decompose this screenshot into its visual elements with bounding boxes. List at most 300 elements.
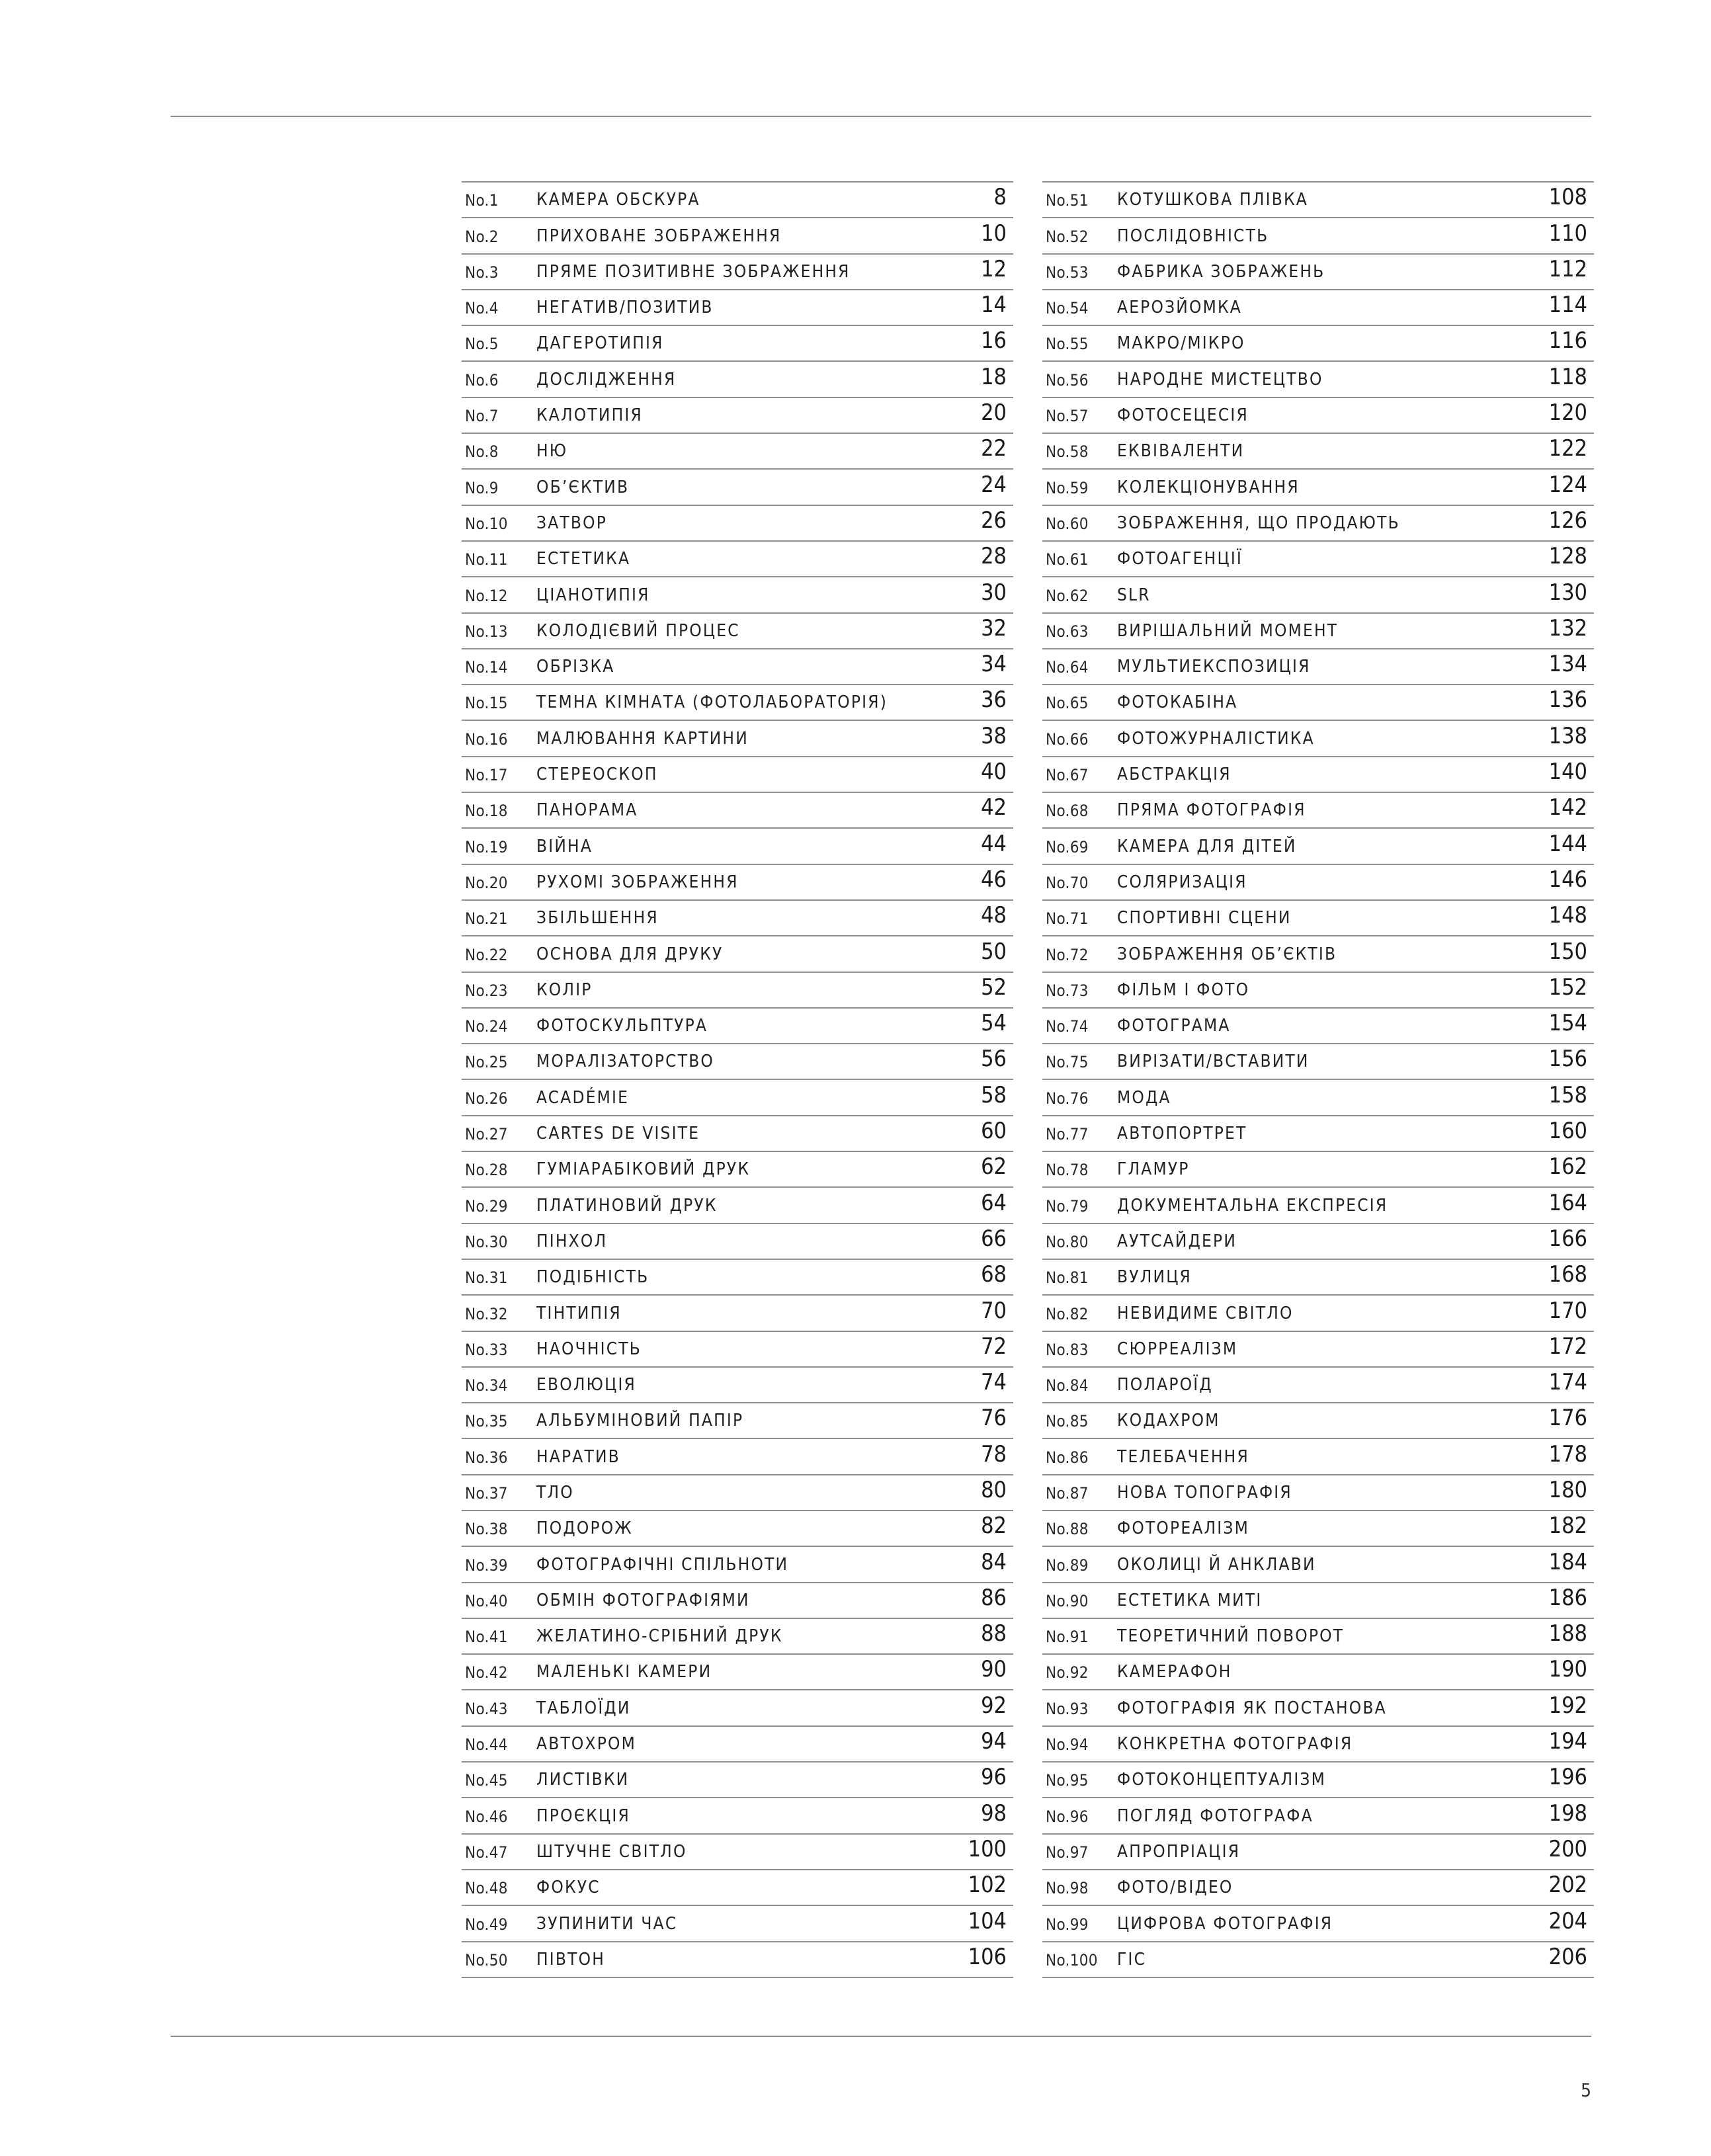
entry-page-number: 190 bbox=[1548, 1656, 1587, 1683]
entry-title: МУЛЬТИЕКСПОЗИЦІЯ bbox=[1117, 657, 1311, 677]
entry-page-number: 74 bbox=[981, 1369, 1007, 1396]
toc-entry bbox=[1042, 290, 1594, 326]
entry-page-number: 162 bbox=[1548, 1153, 1587, 1181]
entry-page-number: 180 bbox=[1548, 1476, 1587, 1503]
entry-page-number: 154 bbox=[1548, 1010, 1587, 1037]
entry-title: ЦИФРОВА ФОТОГРАФІЯ bbox=[1117, 1913, 1333, 1934]
entry-page-number: 14 bbox=[981, 292, 1007, 319]
entry-page-number: 182 bbox=[1548, 1513, 1587, 1540]
toc-entry bbox=[1042, 1619, 1594, 1655]
entry-page-number: 36 bbox=[981, 686, 1007, 714]
entry-number: No.63 bbox=[1046, 622, 1089, 641]
entry-number: No.53 bbox=[1046, 263, 1089, 282]
toc-entry bbox=[1042, 326, 1594, 362]
entry-page-number: 54 bbox=[981, 1010, 1007, 1037]
entry-number: No.52 bbox=[1046, 227, 1089, 246]
top-rule bbox=[171, 116, 1591, 117]
toc-entry bbox=[462, 793, 1013, 829]
entry-title: ПІНХОЛ bbox=[536, 1231, 608, 1251]
entry-number: No.16 bbox=[465, 729, 508, 749]
toc-entry bbox=[462, 973, 1013, 1009]
entry-page-number: 72 bbox=[981, 1333, 1007, 1360]
entry-title: ФОТОГРАМА bbox=[1117, 1016, 1231, 1036]
entry-page-number: 46 bbox=[981, 866, 1007, 893]
entry-number: No.80 bbox=[1046, 1232, 1089, 1251]
entry-page-number: 42 bbox=[981, 794, 1007, 821]
entry-number: No.99 bbox=[1046, 1915, 1089, 1934]
toc-entry bbox=[462, 1583, 1013, 1619]
entry-page-number: 68 bbox=[981, 1261, 1007, 1288]
toc-entry bbox=[462, 1547, 1013, 1583]
entry-page-number: 110 bbox=[1548, 220, 1587, 247]
entry-page-number: 100 bbox=[968, 1835, 1007, 1862]
entry-page-number: 126 bbox=[1548, 507, 1587, 534]
toc-entry bbox=[1042, 685, 1594, 721]
entry-title: ШТУЧНЕ СВІТЛО bbox=[536, 1841, 687, 1862]
entry-title: ФОТОКАБІНА bbox=[1117, 692, 1238, 713]
entry-title: МАКРО/МІКРО bbox=[1117, 333, 1245, 354]
toc-entry bbox=[1042, 1906, 1594, 1942]
toc-entry bbox=[462, 1906, 1013, 1942]
entry-page-number: 92 bbox=[981, 1692, 1007, 1719]
page-number: 5 bbox=[1581, 2079, 1592, 2101]
entry-number: No.31 bbox=[465, 1268, 508, 1288]
entry-page-number: 164 bbox=[1548, 1189, 1587, 1216]
toc-entry bbox=[462, 1798, 1013, 1834]
entry-number: No.9 bbox=[465, 478, 499, 497]
entry-page-number: 192 bbox=[1548, 1692, 1587, 1719]
toc-entry bbox=[462, 757, 1013, 793]
entry-number: No.15 bbox=[465, 694, 508, 713]
entry-number: No.39 bbox=[465, 1555, 508, 1575]
entry-page-number: 140 bbox=[1548, 759, 1587, 786]
entry-title: ПЛАТИНОВИЙ ДРУК bbox=[536, 1195, 718, 1216]
entry-page-number: 40 bbox=[981, 759, 1007, 786]
toc-entry bbox=[1042, 1332, 1594, 1368]
entry-number: No.67 bbox=[1046, 766, 1089, 785]
entry-page-number: 48 bbox=[981, 902, 1007, 929]
entry-page-number: 194 bbox=[1548, 1728, 1587, 1755]
entry-number: No.86 bbox=[1046, 1448, 1089, 1467]
entry-number: No.48 bbox=[465, 1879, 508, 1898]
entry-number: No.94 bbox=[1046, 1735, 1089, 1755]
entry-page-number: 148 bbox=[1548, 902, 1587, 929]
entry-title: ОБ’ЄКТИВ bbox=[536, 477, 630, 497]
entry-title: ЗОБРАЖЕННЯ, ЩО ПРОДАЮТЬ bbox=[1117, 513, 1400, 533]
toc-entry bbox=[462, 1332, 1013, 1368]
entry-number: No.41 bbox=[465, 1628, 508, 1647]
entry-title: КОНКРЕТНА ФОТОГРАФІЯ bbox=[1117, 1734, 1353, 1755]
toc-entry bbox=[1042, 398, 1594, 434]
entry-number: No.57 bbox=[1046, 407, 1089, 426]
entry-page-number: 8 bbox=[993, 184, 1007, 211]
entry-page-number: 170 bbox=[1548, 1297, 1587, 1324]
entry-page-number: 22 bbox=[981, 435, 1007, 462]
toc-entry bbox=[1042, 542, 1594, 577]
entry-title: ДОСЛІДЖЕННЯ bbox=[536, 369, 677, 390]
entry-number: No.87 bbox=[1046, 1483, 1089, 1503]
toc-entry bbox=[462, 829, 1013, 864]
entry-page-number: 80 bbox=[981, 1476, 1007, 1503]
entry-title: ФОТОЖУРНАЛІСТИКА bbox=[1117, 728, 1315, 749]
entry-title: ЗОБРАЖЕННЯ ОБ’ЄКТІВ bbox=[1117, 944, 1337, 964]
entry-page-number: 130 bbox=[1548, 579, 1587, 606]
entry-title: ФАБРИКА ЗОБРАЖЕНЬ bbox=[1117, 261, 1325, 282]
entry-page-number: 34 bbox=[981, 651, 1007, 678]
entry-title: КОЛЕКЦІОНУВАННЯ bbox=[1117, 477, 1300, 497]
toc-entry bbox=[1042, 865, 1594, 901]
entry-page-number: 82 bbox=[981, 1513, 1007, 1540]
entry-number: No.7 bbox=[465, 407, 499, 426]
entry-number: No.26 bbox=[465, 1089, 508, 1108]
entry-title: SLR bbox=[1117, 585, 1151, 605]
entry-number: No.89 bbox=[1046, 1555, 1089, 1575]
entry-title: КОДАХРОМ bbox=[1117, 1411, 1220, 1431]
toc-entry bbox=[462, 901, 1013, 936]
entry-title: ACADÉMIE bbox=[536, 1087, 630, 1108]
entry-title: РУХОМІ ЗОБРАЖЕННЯ bbox=[536, 872, 739, 892]
entry-title: ДОКУМЕНТАЛЬНА ЕКСПРЕСІЯ bbox=[1117, 1195, 1388, 1216]
entry-number: No.17 bbox=[465, 766, 508, 785]
entry-page-number: 178 bbox=[1548, 1440, 1587, 1468]
toc-entry bbox=[462, 470, 1013, 505]
toc-entry bbox=[1042, 1511, 1594, 1547]
entry-page-number: 62 bbox=[981, 1153, 1007, 1181]
toc-entry bbox=[1042, 1583, 1594, 1619]
entry-number: No.70 bbox=[1046, 873, 1089, 892]
entry-page-number: 70 bbox=[981, 1297, 1007, 1324]
entry-title: АЕРОЗЙОМКА bbox=[1117, 298, 1242, 318]
entry-number: No.74 bbox=[1046, 1017, 1089, 1036]
entry-number: No.1 bbox=[465, 191, 499, 210]
entry-number: No.79 bbox=[1046, 1196, 1089, 1216]
entry-number: No.30 bbox=[465, 1232, 508, 1251]
entry-title: ПОГЛЯД ФОТОГРАФА bbox=[1117, 1805, 1314, 1826]
entry-number: No.69 bbox=[1046, 837, 1089, 856]
entry-number: No.43 bbox=[465, 1699, 508, 1718]
toc-entry bbox=[462, 1009, 1013, 1044]
toc-entry bbox=[1042, 362, 1594, 397]
entry-number: No.83 bbox=[1046, 1340, 1089, 1359]
entry-title: ПОЛАРОЇД bbox=[1117, 1375, 1213, 1395]
entry-page-number: 122 bbox=[1548, 435, 1587, 462]
toc-entry bbox=[1042, 183, 1594, 218]
entry-number: No.35 bbox=[465, 1412, 508, 1431]
toc-entry bbox=[1042, 1942, 1594, 1978]
entry-page-number: 120 bbox=[1548, 399, 1587, 427]
entry-page-number: 50 bbox=[981, 938, 1007, 965]
entry-number: No.54 bbox=[1046, 299, 1089, 318]
entry-number: No.27 bbox=[465, 1125, 508, 1144]
entry-number: No.51 bbox=[1046, 191, 1089, 210]
entry-number: No.84 bbox=[1046, 1376, 1089, 1395]
toc-entry bbox=[1042, 1655, 1594, 1690]
entry-title: ТАБЛОЇДИ bbox=[536, 1698, 631, 1718]
toc-entry bbox=[462, 1152, 1013, 1188]
entry-title: НАРАТИВ bbox=[536, 1446, 620, 1467]
entry-page-number: 200 bbox=[1548, 1835, 1587, 1862]
entry-page-number: 86 bbox=[981, 1584, 1007, 1611]
entry-page-number: 66 bbox=[981, 1225, 1007, 1252]
toc-entry bbox=[1042, 1727, 1594, 1762]
entry-page-number: 10 bbox=[981, 220, 1007, 247]
entry-number: No.46 bbox=[465, 1807, 508, 1826]
toc-entry bbox=[1042, 1762, 1594, 1798]
entry-title: АВТОХРОМ bbox=[536, 1734, 637, 1755]
entry-page-number: 152 bbox=[1548, 974, 1587, 1001]
entry-number: No.28 bbox=[465, 1161, 508, 1180]
entry-title: ГЛАМУР bbox=[1117, 1159, 1190, 1180]
entry-title: КОТУШКОВА ПЛІВКА bbox=[1117, 190, 1308, 210]
toc-entry bbox=[1042, 1080, 1594, 1116]
entry-number: No.95 bbox=[1046, 1771, 1089, 1790]
entry-number: No.59 bbox=[1046, 478, 1089, 497]
entry-page-number: 172 bbox=[1548, 1333, 1587, 1360]
entry-title: ФОТОКОНЦЕПТУАЛІЗМ bbox=[1117, 1770, 1326, 1790]
entry-number: No.10 bbox=[465, 514, 508, 533]
entry-title: СПОРТИВНІ СЦЕНИ bbox=[1117, 908, 1292, 929]
entry-title: ВИРІШАЛЬНИЙ МОМЕНТ bbox=[1117, 620, 1339, 641]
entry-title: АВТОПОРТРЕТ bbox=[1117, 1124, 1247, 1144]
entry-number: No.60 bbox=[1046, 514, 1089, 533]
entry-page-number: 26 bbox=[981, 507, 1007, 534]
entry-page-number: 60 bbox=[981, 1118, 1007, 1145]
entry-page-number: 12 bbox=[981, 255, 1007, 282]
entry-title: ЕСТЕТИКА bbox=[536, 549, 631, 569]
entry-title: КАМЕРА ДЛЯ ДІТЕЙ bbox=[1117, 836, 1297, 856]
entry-title: ПОДІБНІСТЬ bbox=[536, 1267, 649, 1288]
toc-entry bbox=[1042, 1835, 1594, 1870]
toc-entry bbox=[462, 1619, 1013, 1655]
entry-number: No.38 bbox=[465, 1520, 508, 1539]
entry-number: No.64 bbox=[1046, 658, 1089, 677]
entry-page-number: 20 bbox=[981, 399, 1007, 427]
toc-entry bbox=[1042, 901, 1594, 936]
toc-entry bbox=[462, 721, 1013, 757]
entry-number: No.33 bbox=[465, 1340, 508, 1359]
entry-number: No.11 bbox=[465, 550, 508, 569]
toc-entry bbox=[462, 1439, 1013, 1475]
toc-entry bbox=[462, 1655, 1013, 1690]
toc-entry bbox=[462, 183, 1013, 218]
entry-title: НОВА ТОПОГРАФІЯ bbox=[1117, 1482, 1292, 1503]
entry-title: ФОТОАГЕНЦІЇ bbox=[1117, 549, 1243, 569]
toc-entry bbox=[1042, 434, 1594, 470]
entry-title: ГУМІАРАБІКОВИЙ ДРУК bbox=[536, 1159, 751, 1180]
entry-page-number: 204 bbox=[1548, 1907, 1587, 1934]
entry-title: ФОТОСКУЛЬПТУРА bbox=[536, 1016, 708, 1036]
entry-page-number: 142 bbox=[1548, 794, 1587, 821]
toc-entry bbox=[1042, 829, 1594, 864]
entry-page-number: 118 bbox=[1548, 363, 1587, 390]
toc-entry bbox=[1042, 577, 1594, 613]
toc-entry bbox=[1042, 506, 1594, 542]
entry-title: ЖЕЛАТИНО-СРІБНИЙ ДРУК bbox=[536, 1626, 783, 1647]
entry-number: No.20 bbox=[465, 873, 508, 892]
entry-page-number: 30 bbox=[981, 579, 1007, 606]
toc-entry bbox=[462, 1224, 1013, 1260]
entry-number: No.90 bbox=[1046, 1591, 1089, 1610]
toc-entry bbox=[462, 434, 1013, 470]
entry-page-number: 28 bbox=[981, 543, 1007, 570]
entry-number: No.24 bbox=[465, 1017, 508, 1036]
toc-entry bbox=[1042, 614, 1594, 649]
toc-entry bbox=[1042, 1547, 1594, 1583]
entry-title: ТЕМНА КІМНАТА (ФОТОЛАБОРАТОРІЯ) bbox=[536, 692, 888, 713]
toc-entry bbox=[462, 1403, 1013, 1439]
toc-entry bbox=[462, 542, 1013, 577]
entry-title: ЗУПИНИТИ ЧАС bbox=[536, 1913, 678, 1934]
toc-entry bbox=[462, 685, 1013, 721]
entry-page-number: 186 bbox=[1548, 1584, 1587, 1611]
toc-entry bbox=[1042, 649, 1594, 685]
toc-entry bbox=[1042, 1368, 1594, 1403]
toc-entry bbox=[462, 649, 1013, 685]
entry-title: СОЛЯРИЗАЦІЯ bbox=[1117, 872, 1247, 892]
toc-entry bbox=[462, 398, 1013, 434]
entry-title: CARTES DE VISITE bbox=[536, 1124, 700, 1144]
entry-title: ПРОЄКЦІЯ bbox=[536, 1805, 630, 1826]
entry-page-number: 24 bbox=[981, 471, 1007, 498]
entry-number: No.32 bbox=[465, 1304, 508, 1323]
toc-entry bbox=[462, 218, 1013, 254]
toc-entry bbox=[462, 1942, 1013, 1978]
entry-title: ПРИХОВАНЕ ЗОБРАЖЕННЯ bbox=[536, 226, 782, 246]
entry-number: No.45 bbox=[465, 1771, 508, 1790]
toc-entry bbox=[462, 326, 1013, 362]
toc-entry bbox=[462, 1368, 1013, 1403]
entry-number: No.88 bbox=[1046, 1520, 1089, 1539]
entry-number: No.66 bbox=[1046, 729, 1089, 749]
entry-title: ФОТО/ВІДЕО bbox=[1117, 1878, 1233, 1898]
entry-title: ПОСЛІДОВНІСТЬ bbox=[1117, 226, 1269, 246]
entry-title: ВУЛИЦЯ bbox=[1117, 1267, 1192, 1288]
entry-title: ТЛО bbox=[536, 1482, 574, 1503]
entry-title: ОСНОВА ДЛЯ ДРУКУ bbox=[536, 944, 724, 964]
entry-number: No.23 bbox=[465, 981, 508, 1000]
entry-page-number: 102 bbox=[968, 1872, 1007, 1899]
entry-page-number: 166 bbox=[1548, 1225, 1587, 1252]
entry-number: No.62 bbox=[1046, 586, 1089, 605]
entry-title: ГІС bbox=[1117, 1949, 1147, 1969]
toc-entry bbox=[1042, 1870, 1594, 1906]
entry-number: No.55 bbox=[1046, 335, 1089, 354]
entry-title: ФОТОРЕАЛІЗМ bbox=[1117, 1518, 1249, 1539]
entry-page-number: 32 bbox=[981, 614, 1007, 642]
entry-page-number: 18 bbox=[981, 363, 1007, 390]
toc-entry bbox=[462, 255, 1013, 290]
toc-entry bbox=[462, 506, 1013, 542]
entry-number: No.37 bbox=[465, 1483, 508, 1503]
entry-title: ОБМІН ФОТОГРАФІЯМИ bbox=[536, 1590, 750, 1610]
entry-page-number: 168 bbox=[1548, 1261, 1587, 1288]
entry-title: ЗАТВОР bbox=[536, 513, 608, 533]
entry-title: ФОКУС bbox=[536, 1878, 601, 1898]
entry-number: No.73 bbox=[1046, 981, 1089, 1000]
entry-page-number: 112 bbox=[1548, 255, 1587, 282]
entry-title: ВІЙНА bbox=[536, 836, 593, 856]
entry-page-number: 52 bbox=[981, 974, 1007, 1001]
entry-page-number: 124 bbox=[1548, 471, 1587, 498]
entry-page-number: 128 bbox=[1548, 543, 1587, 570]
entry-number: No.25 bbox=[465, 1053, 508, 1072]
entry-number: No.3 bbox=[465, 263, 499, 282]
entry-page-number: 114 bbox=[1548, 292, 1587, 319]
entry-page-number: 150 bbox=[1548, 938, 1587, 965]
toc-entry bbox=[462, 577, 1013, 613]
entry-page-number: 44 bbox=[981, 830, 1007, 857]
entry-number: No.96 bbox=[1046, 1807, 1089, 1826]
entry-page-number: 98 bbox=[981, 1800, 1007, 1827]
entry-page-number: 206 bbox=[1548, 1943, 1587, 1970]
toc-column-left bbox=[462, 181, 1013, 1978]
entry-page-number: 84 bbox=[981, 1548, 1007, 1575]
entry-page-number: 76 bbox=[981, 1405, 1007, 1432]
entry-title: ФОТОСЕЦЕСІЯ bbox=[1117, 405, 1249, 426]
entry-number: No.75 bbox=[1046, 1053, 1089, 1072]
toc-entry bbox=[1042, 973, 1594, 1009]
entry-title: ПІВТОН bbox=[536, 1949, 606, 1969]
toc-entry bbox=[462, 1188, 1013, 1223]
toc-entry bbox=[1042, 1224, 1594, 1260]
toc-entry bbox=[1042, 1296, 1594, 1331]
toc-entry bbox=[462, 614, 1013, 649]
entry-title: НЮ bbox=[536, 441, 568, 462]
entry-number: No.56 bbox=[1046, 370, 1089, 390]
entry-page-number: 174 bbox=[1548, 1369, 1587, 1396]
entry-number: No.12 bbox=[465, 586, 508, 605]
entry-number: No.97 bbox=[1046, 1843, 1089, 1862]
toc-entry bbox=[1042, 1475, 1594, 1511]
toc-entry bbox=[462, 1080, 1013, 1116]
toc-entry bbox=[1042, 1044, 1594, 1080]
entry-title: ЕВОЛЮЦІЯ bbox=[536, 1375, 636, 1395]
entry-number: No.49 bbox=[465, 1915, 508, 1934]
toc-entry bbox=[462, 1260, 1013, 1296]
entry-page-number: 16 bbox=[981, 327, 1007, 354]
entry-title: НЕГАТИВ/ПОЗИТИВ bbox=[536, 298, 714, 318]
toc-entry bbox=[1042, 721, 1594, 757]
entry-page-number: 134 bbox=[1548, 651, 1587, 678]
entry-number: No.6 bbox=[465, 370, 499, 390]
entry-title: ДАГЕРОТИПІЯ bbox=[536, 333, 664, 354]
entry-page-number: 104 bbox=[968, 1907, 1007, 1934]
entry-number: No.93 bbox=[1046, 1699, 1089, 1718]
entry-number: No.61 bbox=[1046, 550, 1089, 569]
toc-entry bbox=[462, 865, 1013, 901]
entry-page-number: 96 bbox=[981, 1764, 1007, 1791]
toc-entry bbox=[1042, 1116, 1594, 1152]
entry-title: МАЛЕНЬКІ КАМЕРИ bbox=[536, 1662, 712, 1682]
entry-title: АПРОПРІАЦІЯ bbox=[1117, 1841, 1241, 1862]
entry-page-number: 196 bbox=[1548, 1764, 1587, 1791]
entry-title: ЕКВІВАЛЕНТИ bbox=[1117, 441, 1245, 462]
toc-entry bbox=[462, 1690, 1013, 1726]
entry-number: No.14 bbox=[465, 658, 508, 677]
entry-title: ТЕОРЕТИЧНИЙ ПОВОРОТ bbox=[1117, 1626, 1345, 1647]
bottom-rule bbox=[171, 2036, 1591, 2037]
entry-number: No.21 bbox=[465, 909, 508, 929]
toc-entry bbox=[462, 1116, 1013, 1152]
entry-page-number: 156 bbox=[1548, 1046, 1587, 1073]
entry-number: No.5 bbox=[465, 335, 499, 354]
entry-number: No.40 bbox=[465, 1591, 508, 1610]
toc-entry bbox=[462, 936, 1013, 972]
entry-title: НЕВИДИМЕ СВІТЛО bbox=[1117, 1303, 1294, 1323]
toc-entry bbox=[462, 1835, 1013, 1870]
toc-entry bbox=[1042, 1188, 1594, 1223]
entry-page-number: 184 bbox=[1548, 1548, 1587, 1575]
